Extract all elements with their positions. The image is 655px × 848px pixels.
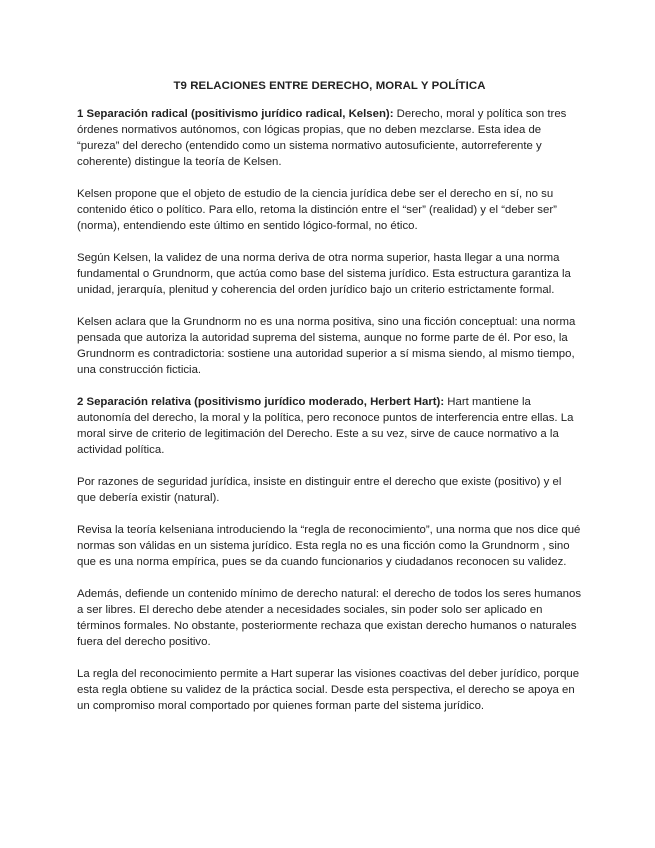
paragraph — [77, 474, 582, 506]
paragraph — [77, 394, 582, 458]
paragraph-text: Kelsen propone que el objeto de estudio de la ciencia jurídica debe ser el derecho en sí, no su contenido ético o político. Para ello, retoma la distinción entre el “ser” (realidad) y el “deber ser” (norma), entendiendo este último en sentido lógico-formal, no ético. — [77, 188, 557, 232]
paragraph-text: Por razones de seguridad jurídica, insiste en distinguir entre el derecho que existe (positivo) y el que debería existir (natural). — [77, 476, 562, 504]
paragraph — [77, 586, 582, 650]
paragraph — [77, 314, 582, 378]
paragraph — [77, 250, 582, 298]
paragraph-text: Hart mantiene la autonomía del derecho, la moral y la política, pero reconoce puntos de interferencia entre ellas. La moral sirve de criterio de legitimación del Derecho. Este a su vez, sirve de cauce normativo a la actividad política. — [77, 396, 574, 456]
paragraph — [77, 186, 582, 234]
section-heading: 1 Separación radical (positivismo jurídico radical, Kelsen): — [77, 108, 394, 120]
paragraph-text: Derecho, moral y política son tres órdenes normativos autónomos, con lógicas propias, que no deben mezclarse. Esta idea de “pureza” del derecho (entendido como un sistema normativo autosuficiente, autorreferente y coherente) distingue la teoría de Kelsen. — [77, 108, 567, 168]
paragraph — [77, 522, 582, 570]
section-heading: 2 Separación relativa (positivismo jurídico moderado, Herbert Hart): — [77, 396, 445, 408]
document-title: T9 RELACIONES ENTRE DERECHO, MORAL Y POLÍTICA — [173, 80, 486, 92]
paragraph-text: Además, defiende un contenido mínimo de derecho natural: el derecho de todos los seres humanos a ser libres. El derecho debe atender a necesidades sociales, sin poder solo ser aplicado en términos formales. No obstante, posteriormente rechaza que existan derecho humanos o naturales fuera del derecho positivo. — [77, 588, 582, 648]
paragraph-text: Según Kelsen, la validez de una norma deriva de otra norma superior, hasta llegar a una norma fundamental o Grundnorm, que actúa como base del sistema jurídico. Esta estructura garantiza la unidad, jerarquía, plenitud y coherencia del orden jurídico bajo un criterio estrictamente formal. — [77, 252, 571, 296]
paragraph-text: La regla del reconocimiento permite a Hart superar las visiones coactivas del deber jurídico, porque esta regla obtiene su validez de la práctica social. Desde esta perspectiva, el derecho se apoya en un compromiso moral comportado por quienes forman parte del sistema jurídico. — [77, 668, 580, 712]
paragraph — [77, 666, 582, 714]
document-body — [77, 78, 582, 730]
paragraph-text: Revisa la teoría kelseniana introduciendo la “regla de reconocimiento”, una norma que nos dice qué normas son válidas en un sistema jurídico. Esta regla no es una ficción como la Grundnorm , sino que es una norma empírica, pues se da cuando funcionarios y ciudadanos reconocen su validez. — [77, 524, 581, 568]
paragraph — [77, 106, 582, 170]
paragraph-text: Kelsen aclara que la Grundnorm no es una norma positiva, sino una ficción conceptual: una norma pensada que autoriza la autoridad suprema del sistema, aunque no forme parte de él. Por eso, la Grundnorm es contradictoria: sostiene una autoridad superior a sí misma siendo, al mismo tiempo, una construcción ficticia. — [77, 316, 576, 376]
